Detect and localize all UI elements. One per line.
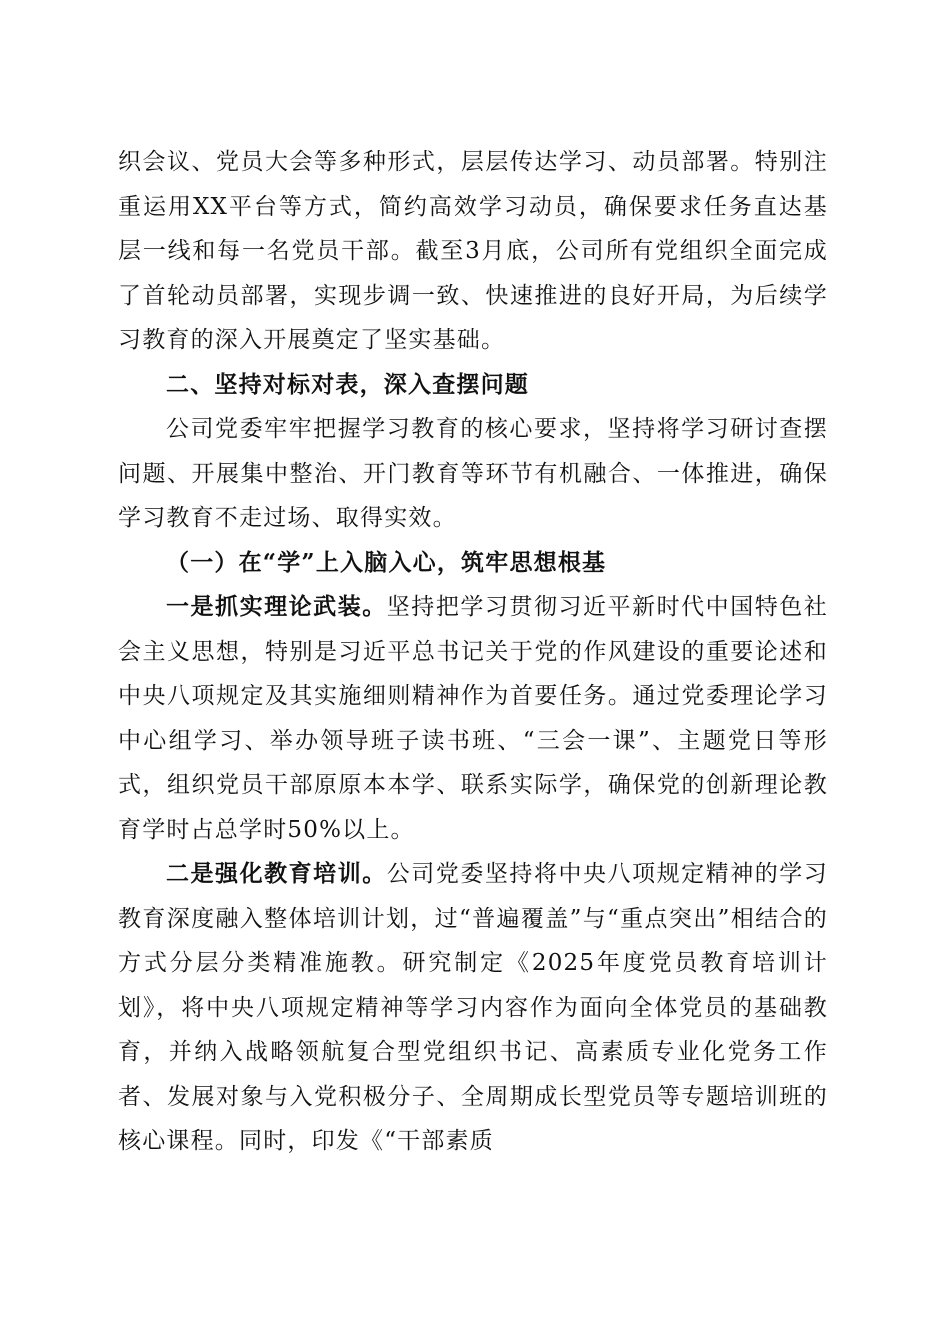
paragraph-theory-study — [118, 585, 828, 852]
section-intro-paragraph: 公司党委牢牢把握学习教育的核心要求，坚持将学习研讨查摆问题、开展集中整治、开门教育等环节有机融合、一体推进，确保学习教育不走过场、取得实效。 — [118, 416, 828, 531]
paragraph-body: 公司党委坚持将中央八项规定精神的学习教育深度融入整体培训计划，过“普遍覆盖”与“重点突出”相结合的方式分层分类精准施教。研究制定《2025年度党员教育培训计划》，将中央八项规定精神等学习内容作为面向全体党员的基础教育，并纳入战略领航复合型党组织书记、高素质专业化党务工作者、发展对象与入党积极分子、全周期成长型党员等专题培训班的核心课程。同时，印发《“干部素质 — [118, 861, 828, 1154]
paragraph-lead-phrase: 一是抓实理论武装。 — [166, 593, 387, 620]
paragraph-body: 坚持把学习贯彻习近平新时代中国特色社会主义思想，特别是习近平总书记关于党的作风建设的重要论述和中央八项规定及其实施细则精神作为首要任务。通过党委理论学习中心组学习、举办领导班子读书班、“三会一课”、主题党日等形式，组织党员干部原原本本学、联系实际学，确保党的创新理论教育学时占总学时50%以上。 — [118, 594, 828, 843]
paragraph-training — [118, 852, 828, 1164]
subsection-heading: （一）在“学”上入脑入心，筑牢思想根基 — [166, 548, 607, 576]
paragraph-lead-phrase: 二是强化教育培训。 — [166, 860, 387, 887]
paragraph-continued: 织会议、党员大会等多种形式，层层传达学习、动员部署。特别注重运用XX平台等方式，简约高效学习动员，确保要求任务直达基层一线和每一名党员干部。截至3月底，公司所有党组织全面完成了首轮动员部署，实现步调一致、快速推进的良好开局，为后续学习教育的深入开展奠定了坚实基础。 — [118, 149, 828, 353]
section-heading: 二、坚持对标对表，深入查摆问题 — [166, 371, 529, 398]
document-page — [118, 140, 828, 1164]
